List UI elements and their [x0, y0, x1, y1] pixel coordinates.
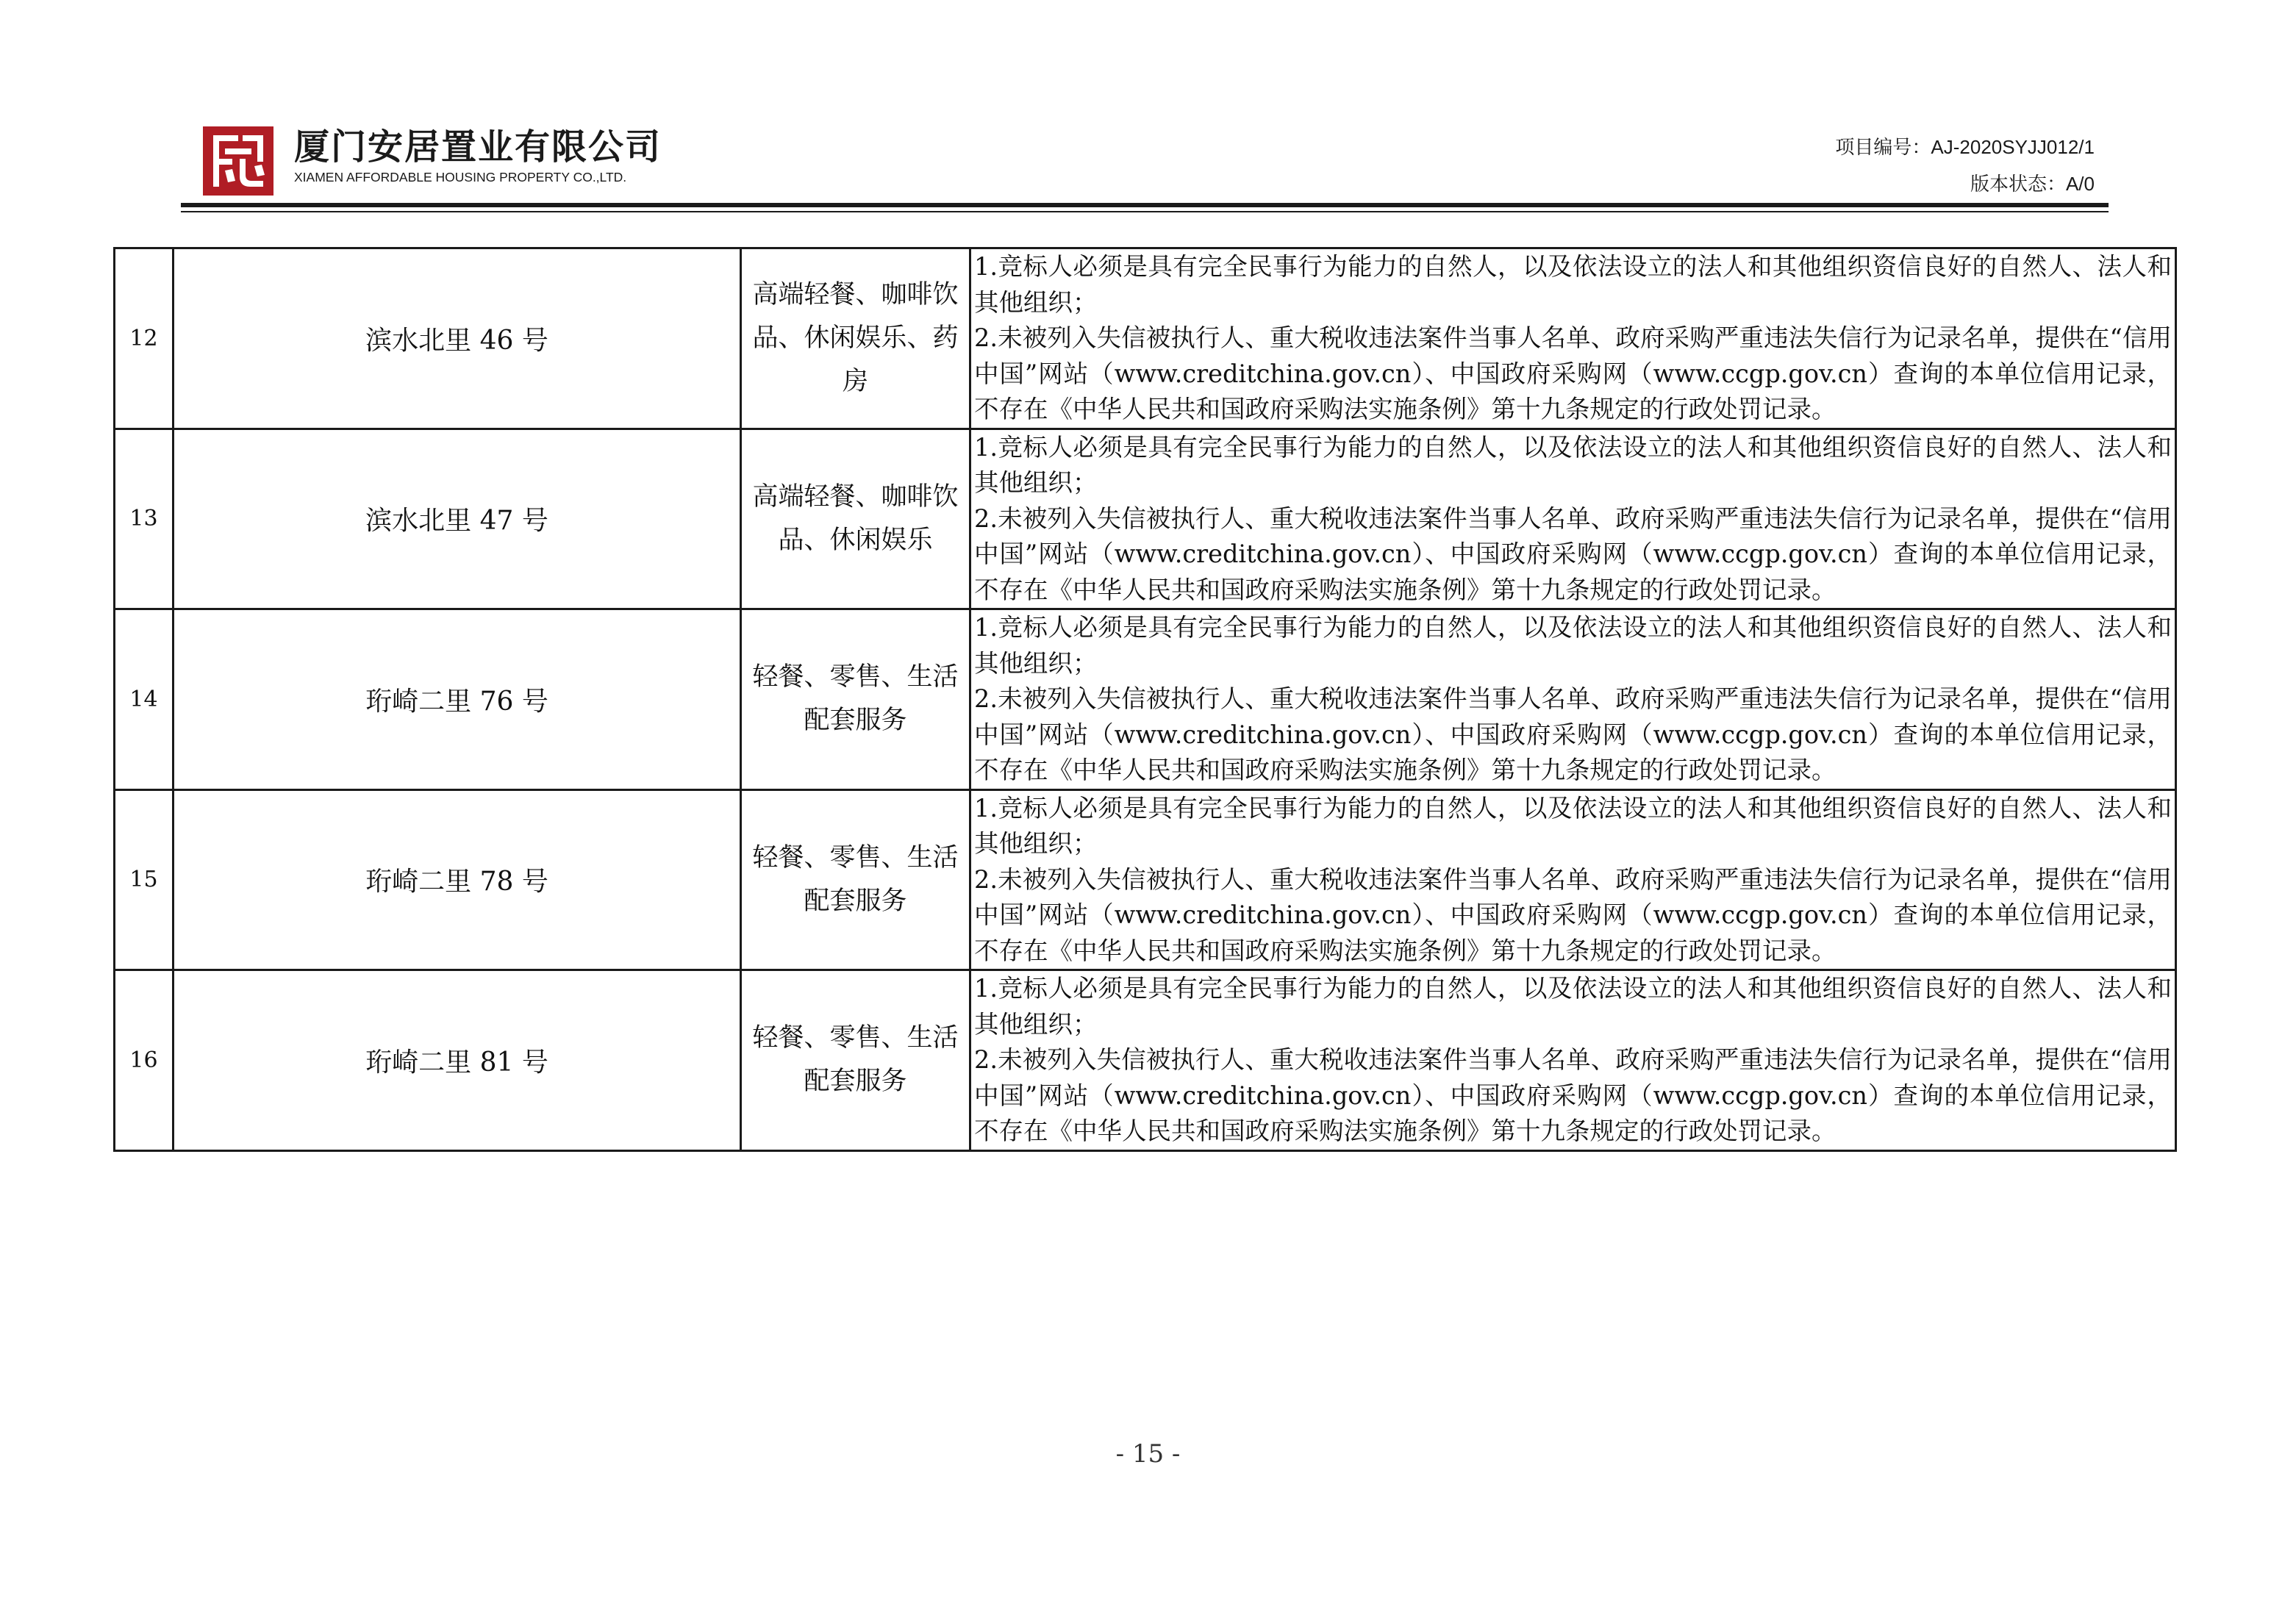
property-table [113, 247, 2177, 1152]
bidder-requirements [970, 609, 2176, 790]
bidder-requirements [970, 429, 2176, 609]
requirement-1: 1.竞标人必须是具有完全民事行为能力的自然人，以及依法设立的法人和其他组织资信良好的自然人、法人和其他组织； [974, 613, 2172, 678]
page-number: - 15 - [1115, 1439, 1181, 1469]
company-name-english: XIAMEN AFFORDABLE HOUSING PROPERTY CO.,LTD. [294, 170, 627, 184]
row-number: 12 [115, 248, 174, 429]
bidder-requirements [970, 789, 2176, 970]
version-status: 版本状态：A/0 [1970, 173, 2095, 195]
header-rule-thick [181, 203, 2109, 207]
row-number: 16 [115, 970, 174, 1151]
requirement-2: 2.未被列入失信被执行人、重大税收违法案件当事人名单、政府采购严重违法失信行为记录名单，提供在“信用中国”网站（www.creditchina.gov.cn）、中国政府采购网（www.ccgp.gov.cn）查询的本单位信用记录，不存在《中华人民共和国政府采购法实施条例》第十九条规定的行政处罚记录。 [974, 504, 2172, 604]
table-row [115, 789, 2176, 970]
business-type: 轻餐、零售、生活配套服务 [741, 970, 970, 1151]
business-type: 轻餐、零售、生活配套服务 [741, 609, 970, 790]
property-name: 珩崎二里 76 号 [174, 609, 741, 790]
requirement-1: 1.竞标人必须是具有完全民事行为能力的自然人，以及依法设立的法人和其他组织资信良好的自然人、法人和其他组织； [974, 793, 2172, 858]
row-number: 15 [115, 789, 174, 970]
business-type: 高端轻餐、咖啡饮品、休闲娱乐、药房 [741, 248, 970, 429]
bidder-requirements [970, 248, 2176, 429]
project-number: 项目编号：AJ-2020SYJJ012/1 [1835, 136, 2095, 158]
table-row [115, 970, 2176, 1151]
table-row [115, 248, 2176, 429]
bidder-requirements [970, 970, 2176, 1151]
requirement-2: 2.未被列入失信被执行人、重大税收违法案件当事人名单、政府采购严重违法失信行为记录名单，提供在“信用中国”网站（www.creditchina.gov.cn）、中国政府采购网（www.ccgp.gov.cn）查询的本单位信用记录，不存在《中华人民共和国政府采购法实施条例》第十九条规定的行政处罚记录。 [974, 1045, 2172, 1145]
property-name: 珩崎二里 81 号 [174, 970, 741, 1151]
requirement-2: 2.未被列入失信被执行人、重大税收违法案件当事人名单、政府采购严重违法失信行为记录名单，提供在“信用中国”网站（www.creditchina.gov.cn）、中国政府采购网（www.ccgp.gov.cn）查询的本单位信用记录，不存在《中华人民共和国政府采购法实施条例》第十九条规定的行政处罚记录。 [974, 684, 2172, 784]
company-name: 厦门安居置业有限公司 [294, 126, 662, 168]
property-name: 滨水北里 47 号 [174, 429, 741, 609]
requirement-1: 1.竞标人必须是具有完全民事行为能力的自然人，以及依法设立的法人和其他组织资信良好的自然人、法人和其他组织； [974, 252, 2172, 317]
requirement-2: 2.未被列入失信被执行人、重大税收违法案件当事人名单、政府采购严重违法失信行为记录名单，提供在“信用中国”网站（www.creditchina.gov.cn）、中国政府采购网（www.ccgp.gov.cn）查询的本单位信用记录，不存在《中华人民共和国政府采购法实施条例》第十九条规定的行政处罚记录。 [974, 323, 2172, 423]
requirement-2: 2.未被列入失信被执行人、重大税收违法案件当事人名单、政府采购严重违法失信行为记录名单，提供在“信用中国”网站（www.creditchina.gov.cn）、中国政府采购网（www.ccgp.gov.cn）查询的本单位信用记录，不存在《中华人民共和国政府采购法实施条例》第十九条规定的行政处罚记录。 [974, 864, 2172, 965]
row-number: 13 [115, 429, 174, 609]
property-name: 珩崎二里 78 号 [174, 789, 741, 970]
requirement-1: 1.竞标人必须是具有完全民事行为能力的自然人，以及依法设立的法人和其他组织资信良好的自然人、法人和其他组织； [974, 432, 2172, 497]
business-type: 高端轻餐、咖啡饮品、休闲娱乐 [741, 429, 970, 609]
property-name: 滨水北里 46 号 [174, 248, 741, 429]
requirement-1: 1.竞标人必须是具有完全民事行为能力的自然人，以及依法设立的法人和其他组织资信良好的自然人、法人和其他组织； [974, 974, 2172, 1039]
business-type: 轻餐、零售、生活配套服务 [741, 789, 970, 970]
table-row [115, 429, 2176, 609]
table-row [115, 609, 2176, 790]
header-rule-thin [181, 211, 2109, 212]
row-number: 14 [115, 609, 174, 790]
company-logo-icon [203, 126, 273, 196]
